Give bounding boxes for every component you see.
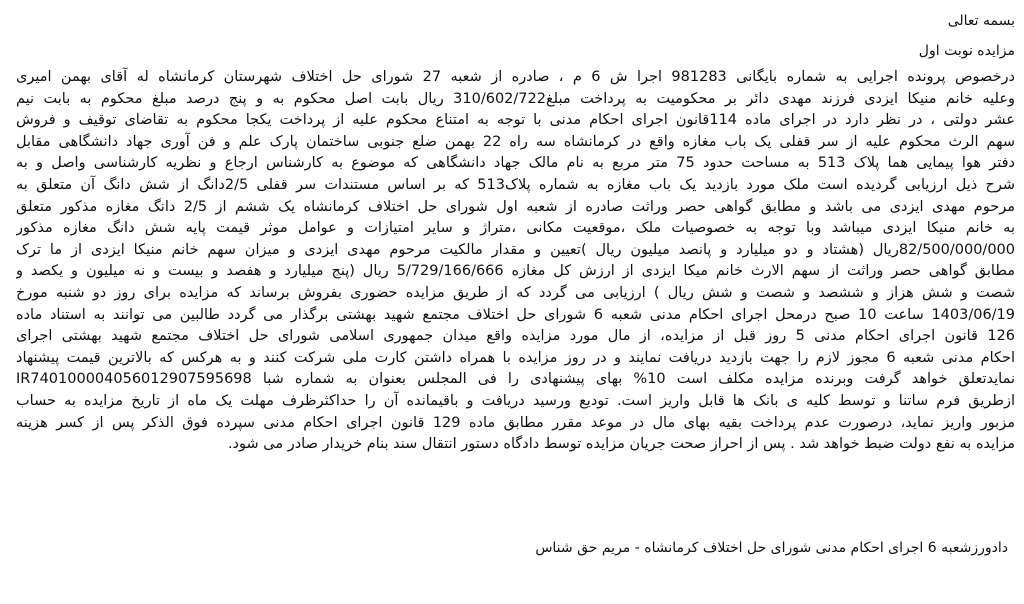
body-line: دفتر هوا پیمایی هما پلاک 513 به مساحت حدود 75 متر مربع به نام مالک جهاد دانشگاهی که موضوع به کارشناس ارجاع و نظریه کارشناسی واصل و به (16, 155, 1015, 172)
body-line: شرح ذیل ارزیابی گردیده است ملک مورد بازدید یک باب مغازه به شماره پلاک513 که بر اساس مستندات سر قفلی 2/5دانگ از شش دانگ آن متعلق به (16, 176, 1015, 193)
body-line: سهم الرث محکوم علیه از سر قفلی یک باب مغازه واقع در کرمانشاه سه راه 22 بهمن ضلع جنوبی ساختمان پارک علم و فن آوری جهاد دانشگاهی مقابل (16, 133, 1015, 150)
body-line: 126 قانون اجرای احکام مدنی 5 روز قبل از مزایده، از مال مورد مزایده واقع میدان جمهوری اسلامی شورای حل اختلاف مجتمع شهید بهشتی اجرای (16, 328, 1015, 345)
invocation-heading: بسمه تعالی (947, 13, 1015, 29)
body-line: نمایدتعلق خواهد گرفت وبرنده مزایده مکلف است 10% بهای پیشنهادی را فی المجلس بعنوان به شماره شبا IR740100004056012907595698 (16, 371, 1015, 388)
auction-title: مزایده نوبت اول (918, 43, 1015, 59)
body-line: مرحوم مهدی ایزدی می باشد و مطابق گواهی حصر وراثت صادره از شعبه اول شورای حل اختلاف کرمانشاه یک ششم از 2/5 دانگ مغازه مذکور متعلق (16, 198, 1015, 215)
body-line: عشر دولتی ، در نظر دارد در اجرای ماده 114قانون اجرای احکام مدنی با توجه به امتناع محکوم علیه از پرداخت یکجا محکوم به تقاضای توقیف و فروش (16, 112, 1015, 129)
body-line: 1403/06/19 ساعت 10 صبح درمحل اجرای احکام مدنی شعبه 6 شورای حل اختلاف مجتمع شهید بهشتی برگذار می گردد طالبین می توانند به استناد ماده (16, 306, 1015, 323)
body-line: مزایده به نفع دولت ضبط خواهد شد . پس از احراز صحت جریان مزایده توسط دادگاه دستور انتقال سند بنام خریدار صادر می شود. (227, 436, 1015, 453)
body-line: به خانم منیکا ایزدی میباشد وبا توجه به خصوصیات ملک ،موقعیت مکانی ،متراژ و سایر امتیازات و عوامل موثر قیمت پایه شش دانگ مغازه مذکور (16, 220, 1015, 237)
body-line: شصت و شش هزاز و ششصد و شصت و شش ریال ) ارزیابی می گردد که از طریق مزایده حضوری بفروش برساند که مزایده برای روز دو شنبه مورخ (16, 284, 1015, 301)
notice-body (16, 67, 1015, 456)
body-line: ازطریق فرم ساتنا و توسط کلیه ی بانک ها قابل واریز است. تودیع ورسید دریافت و باقیمانده آن را حداکثرظرف مهلت یک ماه از تاریخ مزایده به حساب (16, 392, 1015, 409)
body-line: درخصوص پرونده اجرایی به شماره بایگانی 981283 اجرا ش 6 م ، صادره از شعبه 27 شورای حل اختلاف شهرستان کرمانشاه له آقای بهمن امیری (16, 69, 1015, 85)
signature-line: دادورزشعبه 6 اجرای احکام مدنی شورای حل اختلاف کرمانشاه - مریم حق شناس (535, 540, 1008, 556)
body-line: مزبور واریز نماید، درصورت عدم پرداخت بقیه بهای مال در موعد مقرر مطابق ماده 129 قانون اجرای احکام مدنی سپرده فوق الذکر پس از کسر هزینه (16, 414, 1015, 431)
body-line: وعلیه خانم منیکا ایزدی فرزند مهدی دائر بر محکومیت به پرداخت مبلغ310/602/722 ریال بابت اصل محکوم به و پنج درصد مبلغ محکوم به بابت نیم (16, 90, 1015, 107)
body-line: 82/500/000/000ریال (هشتاد و دو میلیارد و پانصد میلیون ریال )تعیین و مقدار مالکیت مرحوم مهدی ایزدی و میزان سهم خانم منیکا ایزدی از ما ترک (16, 241, 1015, 258)
body-line: مطابق گواهی حصر وراثت از سهم الارث خانم میکا ایزدی از ارزش کل مغازه 5/729/166/666 ریال (پنج میلیارد و هفصد و بیست و نه میلیون و یکصد و (16, 263, 1015, 280)
body-line: احکام مدنی شعبه 6 مجوز لازم را جهت بازدید دریافت نمایند و در روز مزایده با همراه داشتن کارت ملی شرکت کنند و به هرکس که بالاترین قیمت پیشنهاد (16, 349, 1015, 366)
